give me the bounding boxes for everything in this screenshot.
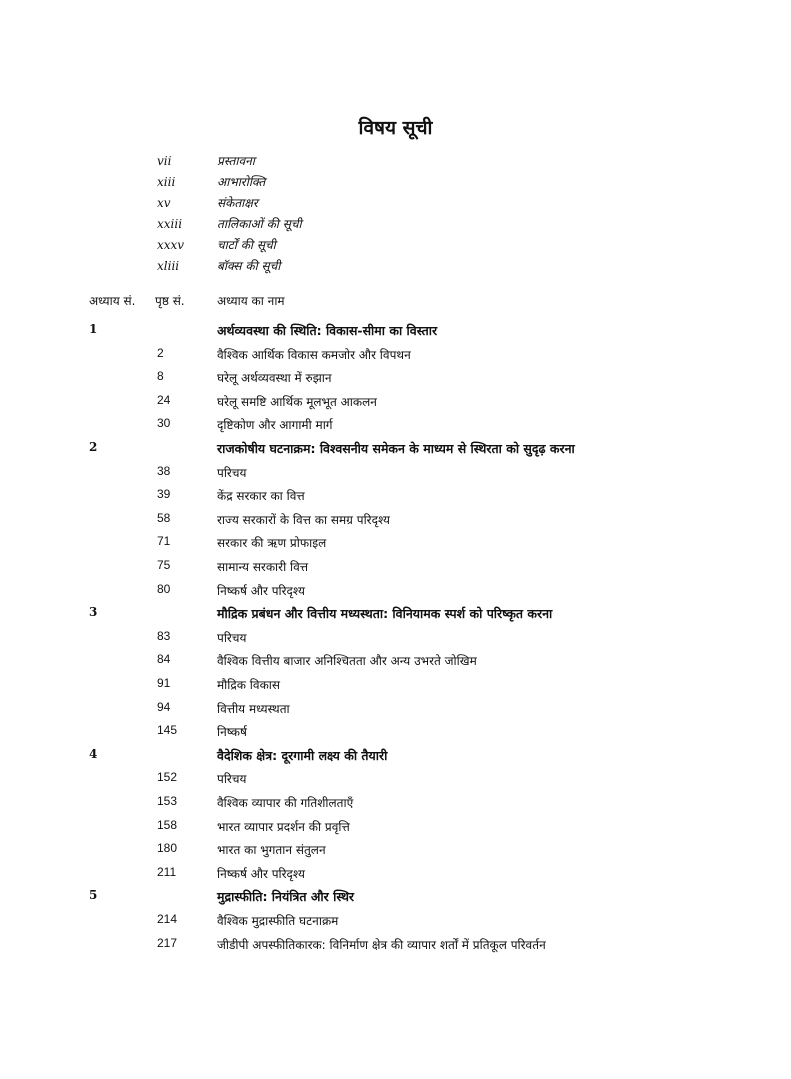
page-number: 30 bbox=[157, 416, 171, 431]
page-number: 38 bbox=[157, 463, 171, 478]
front-matter-page: xliii bbox=[157, 259, 180, 273]
page-number: 58 bbox=[157, 510, 171, 525]
section-title: घरेलू अर्थव्यवस्था में रुझान bbox=[217, 371, 332, 386]
front-matter-label: संकेताक्षर bbox=[217, 196, 258, 210]
page-number: 152 bbox=[157, 770, 178, 785]
section-row bbox=[0, 841, 791, 859]
section-title: सामान्य सरकारी वित्त bbox=[217, 560, 309, 574]
page-number: 145 bbox=[157, 723, 178, 738]
front-matter-label: प्रस्तावना bbox=[217, 154, 255, 168]
page-number: 91 bbox=[157, 676, 171, 690]
section-title: निष्कर्ष और परिदृश्य bbox=[217, 866, 305, 881]
page-number: 24 bbox=[157, 392, 171, 407]
front-matter-page: xiii bbox=[157, 175, 176, 189]
page-number: 75 bbox=[157, 558, 171, 572]
chapter-title: अर्थव्यवस्था की स्थिति: विकास-सीमा का विस्तार bbox=[217, 323, 438, 338]
section-title: भारत व्यापार प्रदर्शन की प्रवृत्ति bbox=[217, 819, 350, 834]
page-title: विषय सूची bbox=[358, 117, 433, 139]
front-matter-page: xxiii bbox=[157, 217, 183, 231]
section-row bbox=[0, 534, 791, 552]
section-title: घरेलू समष्टि आर्थिक मूलभूत आकलन bbox=[217, 394, 377, 409]
page-number: 39 bbox=[157, 487, 171, 502]
page-number: 217 bbox=[157, 935, 178, 950]
chapter-number: 1 bbox=[89, 322, 98, 336]
page-number: 2 bbox=[157, 345, 164, 360]
section-row bbox=[0, 912, 791, 930]
chapter-title: राजकोषीय घटनाक्रम: विश्वसनीय समेकन के माध्यम से स्थिरता को सुदृढ़ करना bbox=[217, 441, 575, 456]
front-matter-page: vii bbox=[157, 154, 172, 168]
chapter-title: वैदेशिक क्षेत्र: दूरगामी लक्ष्य की तैयारी bbox=[217, 747, 388, 763]
front-matter-page: xv bbox=[157, 196, 171, 210]
section-row bbox=[0, 487, 791, 505]
section-row bbox=[0, 416, 791, 434]
section-title: वैश्विक व्यापार की गतिशीलताएँ bbox=[217, 796, 354, 810]
section-row bbox=[0, 794, 791, 812]
section-title: जीडीपी अपस्फीतिकारक: विनिर्माण क्षेत्र की व्यापार शर्तों में प्रतिकूल परिवर्तन bbox=[217, 937, 546, 952]
section-title: निष्कर्ष bbox=[217, 725, 247, 740]
chapter-number: 5 bbox=[89, 888, 98, 903]
page-number: 94 bbox=[157, 699, 171, 714]
section-row bbox=[0, 936, 791, 954]
page-number: 80 bbox=[157, 581, 171, 596]
header-chapter-name: अध्याय का नाम bbox=[217, 294, 285, 308]
section-row bbox=[0, 818, 791, 836]
chapter-number: 4 bbox=[89, 746, 98, 761]
section-title: भारत का भुगतान संतुलन bbox=[217, 843, 326, 858]
section-title: राज्य सरकारों के वित्त का समग्र परिदृश्य bbox=[217, 512, 391, 527]
chapter-heading-row bbox=[0, 747, 791, 765]
page-number: 211 bbox=[157, 864, 177, 879]
chapter-heading-row bbox=[0, 605, 791, 623]
section-title: दृष्टिकोण और आगामी मार्ग bbox=[217, 418, 333, 433]
page-number: 8 bbox=[157, 369, 164, 384]
section-title: वैश्विक आर्थिक विकास कमजोर और विपथन bbox=[217, 347, 411, 362]
section-title: परिचय bbox=[217, 630, 247, 645]
front-matter-page: xxxv bbox=[157, 238, 185, 252]
chapter-title: मौद्रिक प्रबंधन और वित्तीय मध्यस्थता: विनियामक स्पर्श को परिष्कृत करना bbox=[217, 606, 553, 622]
front-matter-label: बॉक्स की सूची bbox=[217, 259, 281, 273]
section-row bbox=[0, 652, 791, 670]
section-title: वैश्विक वित्तीय बाजार अनिश्चितता और अन्य उभरते जोखिम bbox=[217, 654, 477, 669]
section-row bbox=[0, 582, 791, 600]
section-title: परिचय bbox=[217, 772, 247, 787]
section-row bbox=[0, 723, 791, 741]
page-number: 180 bbox=[157, 841, 178, 856]
section-row bbox=[0, 346, 791, 364]
header-page-no: पृष्ठ सं. bbox=[155, 294, 185, 308]
page-number: 84 bbox=[157, 652, 171, 667]
section-title: निष्कर्ष और परिदृश्य bbox=[217, 583, 305, 598]
chapter-title: मुद्रास्फीति: नियंत्रित और स्थिर bbox=[217, 889, 355, 905]
chapter-heading-row bbox=[0, 888, 791, 906]
page-number: 153 bbox=[157, 794, 178, 808]
section-row bbox=[0, 393, 791, 411]
section-row bbox=[0, 629, 791, 647]
section-title: परिचय bbox=[217, 465, 247, 480]
chapter-heading-row bbox=[0, 322, 791, 340]
front-matter-label: चार्टों की सूची bbox=[217, 238, 276, 252]
section-title: सरकार की ऋण प्रोफाइल bbox=[217, 536, 327, 551]
chapter-heading-row bbox=[0, 440, 791, 458]
section-title: मौद्रिक विकास bbox=[217, 678, 281, 692]
header-chapter-no: अध्याय सं. bbox=[89, 294, 136, 308]
section-row bbox=[0, 676, 791, 694]
section-title: वैश्विक मुद्रास्फीति घटनाक्रम bbox=[217, 914, 339, 928]
section-row bbox=[0, 865, 791, 883]
front-matter-label: आभारोक्ति bbox=[217, 175, 266, 189]
section-row bbox=[0, 464, 791, 482]
section-row bbox=[0, 700, 791, 718]
chapter-number: 2 bbox=[89, 440, 98, 454]
page-number: 214 bbox=[157, 912, 178, 926]
section-row bbox=[0, 770, 791, 788]
section-title: केंद्र सरकार का वित्त bbox=[217, 489, 305, 504]
front-matter-label: तालिकाओं की सूची bbox=[217, 217, 302, 231]
section-title: वित्तीय मध्यस्थता bbox=[217, 701, 290, 716]
section-row bbox=[0, 511, 791, 529]
page-number: 83 bbox=[157, 628, 171, 643]
section-row bbox=[0, 558, 791, 576]
page-number: 158 bbox=[157, 817, 178, 832]
section-row bbox=[0, 369, 791, 387]
page-number: 71 bbox=[157, 534, 171, 549]
chapter-number: 3 bbox=[89, 605, 98, 620]
